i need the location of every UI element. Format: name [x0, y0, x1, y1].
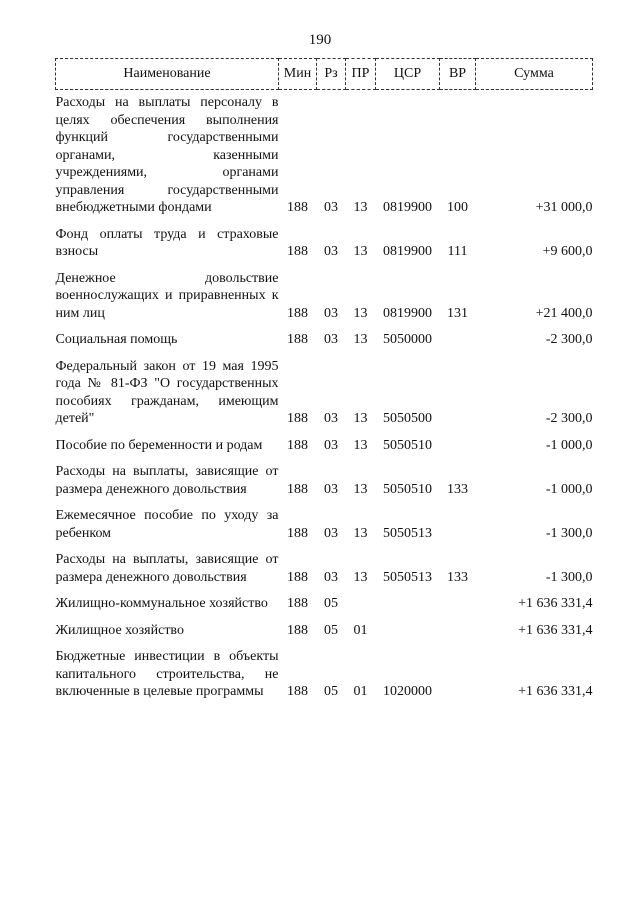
cell-min: 188 — [287, 684, 308, 699]
table-row — [56, 454, 593, 498]
cell-name: Бюджетные инвестиции в объекты капитального строительства, не включенные в целевые программы — [55, 649, 279, 699]
table-header-row — [56, 59, 593, 90]
cell-vr — [440, 428, 476, 455]
cell-vr: 100 — [447, 200, 468, 215]
cell-pr: 13 — [353, 244, 368, 259]
cell-sum: +21 400,0 — [535, 305, 593, 321]
cell-name: Пособие по беременности и родам — [55, 437, 263, 453]
cell-pr: 13 — [353, 437, 368, 453]
cell-pr: 01 — [353, 684, 368, 699]
cell-name: Расходы на выплаты, зависящие от размера денежного довольствия — [55, 552, 279, 585]
cell-name: Расходы на выплаты, зависящие от размера денежного довольствия — [55, 464, 279, 497]
cell-pr: 13 — [353, 305, 368, 321]
table-row — [56, 261, 593, 323]
cell-csr: 0819900 — [383, 305, 432, 321]
cell-pr: 13 — [353, 481, 368, 497]
header-csr: ЦСР — [376, 59, 440, 90]
cell-rz: 03 — [324, 332, 338, 347]
header-rz: Рз — [317, 59, 346, 90]
cell-name: Фонд оплаты труда и страховые взносы — [55, 226, 279, 259]
cell-vr: 133 — [447, 569, 468, 585]
cell-sum: -1 300,0 — [545, 569, 593, 585]
cell-csr: 5050000 — [383, 332, 432, 347]
cell-min: 188 — [287, 244, 308, 259]
page-number: 190 — [308, 32, 332, 48]
table-row — [56, 349, 593, 428]
table-row — [56, 639, 593, 701]
cell-vr: 131 — [447, 305, 468, 321]
cell-min: 188 — [287, 411, 308, 426]
cell-csr: 0819900 — [383, 244, 432, 259]
cell-vr — [440, 639, 476, 701]
cell-vr: 111 — [447, 244, 468, 259]
cell-csr: 5050510 — [383, 437, 432, 453]
table-row — [56, 613, 593, 640]
cell-sum: -2 300,0 — [545, 411, 593, 426]
cell-vr — [440, 586, 476, 613]
budget-table — [55, 58, 593, 701]
cell-sum: +1 636 331,4 — [518, 684, 593, 699]
cell-rz: 03 — [324, 569, 338, 585]
header-pr: ПР — [346, 59, 376, 90]
cell-sum: +31 000,0 — [535, 200, 593, 215]
cell-name: Жилищно-коммунальное хозяйство — [55, 596, 268, 611]
cell-rz: 03 — [324, 525, 338, 541]
cell-min: 188 — [287, 305, 308, 321]
cell-min: 188 — [287, 569, 308, 585]
cell-min: 188 — [287, 437, 308, 453]
cell-rz: 05 — [324, 684, 338, 699]
cell-csr: 0819900 — [383, 200, 432, 215]
cell-min: 188 — [287, 596, 308, 611]
cell-csr — [376, 613, 440, 640]
cell-vr — [440, 613, 476, 640]
cell-rz: 03 — [324, 200, 338, 215]
table-row — [56, 90, 593, 217]
cell-rz: 03 — [324, 437, 338, 453]
cell-pr: 13 — [353, 525, 368, 541]
cell-sum: +9 600,0 — [542, 244, 593, 259]
cell-vr — [440, 498, 476, 542]
cell-csr: 1020000 — [383, 684, 432, 699]
cell-rz: 05 — [324, 622, 338, 638]
table-row — [56, 428, 593, 455]
table-row — [56, 586, 593, 613]
cell-name: Расходы на выплаты персоналу в целях обеспечения выполнения функций государственными органами, казенными учреждениями, органами управления государственными внебюджетными фондами — [55, 95, 279, 215]
cell-csr: 5050513 — [383, 569, 432, 585]
cell-pr: 13 — [353, 332, 368, 347]
cell-name: Жилищное хозяйство — [55, 622, 184, 638]
cell-name: Федеральный закон от 19 мая 1995 года № 81-ФЗ "О государственных пособиях гражданам, имеющим детей" — [55, 358, 279, 426]
cell-min: 188 — [287, 481, 308, 497]
cell-rz: 05 — [324, 596, 338, 611]
table-row — [56, 498, 593, 542]
cell-pr — [346, 586, 376, 613]
table-row — [56, 542, 593, 586]
cell-vr — [440, 349, 476, 428]
cell-name: Денежное довольствие военнослужащих и приравненных к ним лиц — [55, 270, 279, 321]
cell-csr: 5050500 — [383, 411, 432, 426]
cell-vr — [440, 322, 476, 349]
header-vr: ВР — [440, 59, 476, 90]
cell-min: 188 — [287, 200, 308, 215]
cell-csr: 5050513 — [383, 525, 432, 541]
cell-rz: 03 — [324, 244, 338, 259]
table-row — [56, 217, 593, 261]
cell-pr: 01 — [353, 622, 368, 638]
cell-pr: 13 — [353, 200, 368, 215]
cell-rz: 03 — [324, 481, 338, 497]
header-min: Мин — [279, 59, 317, 90]
cell-name: Ежемесячное пособие по уходу за ребенком — [55, 508, 279, 541]
cell-sum: -1 300,0 — [545, 525, 593, 541]
header-name: Наименование — [56, 59, 279, 90]
cell-csr — [376, 586, 440, 613]
cell-min: 188 — [287, 622, 308, 638]
cell-name: Социальная помощь — [55, 332, 178, 347]
cell-rz: 03 — [324, 411, 338, 426]
cell-sum: +1 636 331,4 — [518, 596, 593, 611]
cell-sum: -2 300,0 — [545, 332, 593, 347]
cell-sum: -1 000,0 — [545, 481, 593, 497]
cell-pr: 13 — [353, 569, 368, 585]
cell-min: 188 — [287, 332, 308, 347]
cell-min: 188 — [287, 525, 308, 541]
cell-pr: 13 — [353, 411, 368, 426]
cell-sum: -1 000,0 — [545, 437, 593, 453]
cell-vr: 133 — [447, 481, 468, 497]
cell-csr: 5050510 — [383, 481, 432, 497]
table-row — [56, 322, 593, 349]
header-sum: Сумма — [476, 59, 593, 90]
cell-rz: 03 — [324, 305, 338, 321]
cell-sum: +1 636 331,4 — [518, 622, 593, 638]
